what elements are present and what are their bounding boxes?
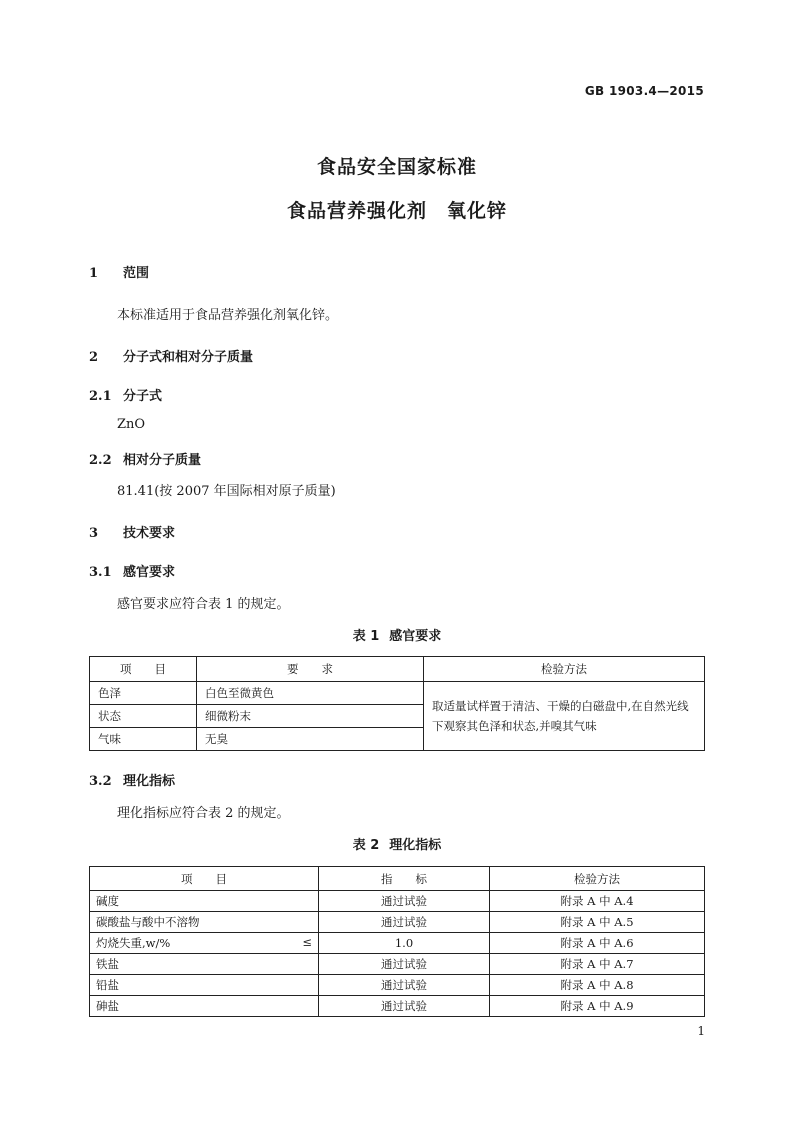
section-heading-3-1 [89,561,175,580]
table-cell-value: 通过试验 [319,975,490,996]
section-heading-2 [89,346,253,365]
table-cell-method: 附录 A 中 A.6 [490,933,705,954]
section-title: 感官要求 [123,565,176,580]
section-title: 分子式 [123,389,163,404]
column-header: 项 目 [90,867,319,891]
doc-title-line1: 食品安全国家标准 [316,156,477,178]
table-cell-value: 通过试验 [319,996,490,1017]
table-cell-method: 附录 A 中 A.5 [490,912,705,933]
section-title: 范围 [123,266,150,281]
section-heading-1 [89,262,149,281]
table-cell-method: 附录 A 中 A.8 [490,975,705,996]
table-cell-requirement: 无臭 [197,728,424,751]
molecular-formula: ZnO [117,417,146,432]
table-2-title: 理化指标 [389,838,442,853]
table-cell-item [90,933,319,954]
section-3-2-text: 理化指标应符合表 2 的规定。 [117,806,290,821]
column-header: 要 求 [197,657,424,682]
section-title: 理化指标 [123,774,176,789]
table-cell-value: 通过试验 [319,912,490,933]
table-cell-requirement: 白色至微黄色 [197,682,424,705]
table-cell-item [90,996,319,1017]
doc-title-line2: 食品营养强化剂 氧化锌 [286,200,507,222]
table-cell-method: 附录 A 中 A.4 [490,891,705,912]
table-row [90,933,705,954]
column-header: 检验方法 [424,657,705,682]
table-cell-method: 附录 A 中 A.7 [490,954,705,975]
table-row [90,996,705,1017]
molecular-mass: 81.41(按 2007 年国际相对原子质量) [117,484,336,499]
section-title: 相对分子质量 [123,453,202,468]
page-number: 1 [697,1024,705,1038]
table-cell-method: 取适量试样置于清洁、干燥的白磁盘中,在自然光线下观察其色泽和状态,并嗅其气味 [424,682,705,751]
table-row [90,954,705,975]
table-cell-method: 附录 A 中 A.9 [490,996,705,1017]
table-cell-item: 色泽 [90,682,197,705]
item-label: 碱度 [96,894,119,908]
section-title: 分子式和相对分子质量 [123,350,254,365]
section-number: 3.2 [89,774,112,789]
section-1-text: 本标准适用于食品营养强化剂氧化锌。 [117,308,339,323]
section-number: 2.1 [89,389,112,404]
table-2-caption [0,834,794,853]
table-cell-item: 状态 [90,705,197,728]
table-cell-requirement: 细微粉末 [197,705,424,728]
physicochemical-indicators-table [89,866,705,1017]
column-header: 检验方法 [490,867,705,891]
table-cell-item [90,975,319,996]
section-heading-2-2 [89,449,201,468]
table-header-row [90,657,705,682]
section-number: 2 [89,350,99,365]
column-header: 指 标 [319,867,490,891]
section-heading-2-1 [89,385,162,404]
standard-code: GB 1903.4—2015 [584,84,704,98]
table-2-label: 表 2 [352,838,380,853]
section-number: 3 [89,526,99,541]
table-cell-item [90,954,319,975]
item-label: 碳酸盐与酸中不溶物 [96,915,200,929]
table-cell-value: 1.0 [319,933,490,954]
table-row [90,912,705,933]
table-cell-value: 通过试验 [319,891,490,912]
table-cell-item: 气味 [90,728,197,751]
section-3-1-text: 感官要求应符合表 1 的规定。 [117,597,290,612]
section-heading-3-2 [89,770,175,789]
table-row [90,682,705,705]
table-cell-item [90,912,319,933]
table-cell-item [90,891,319,912]
table-header-row [90,867,705,891]
item-label: 砷盐 [96,999,119,1013]
sensory-requirements-table [89,656,705,751]
section-number: 3.1 [89,565,112,580]
table-row [90,975,705,996]
table-1-label: 表 1 [352,629,380,644]
section-number: 2.2 [89,453,112,468]
column-header: 项 目 [90,657,197,682]
item-label: 铅盐 [96,978,119,992]
table-1-title: 感官要求 [389,629,442,644]
item-label: 铁盐 [96,957,119,971]
table-1-caption [0,625,794,644]
section-number: 1 [89,266,99,281]
table-row [90,891,705,912]
section-heading-3 [89,522,175,541]
section-title: 技术要求 [123,526,176,541]
item-label: 灼烧失重,w/% [96,936,171,950]
table-cell-value: 通过试验 [319,954,490,975]
comparison-symbol: ≤ [302,935,312,949]
